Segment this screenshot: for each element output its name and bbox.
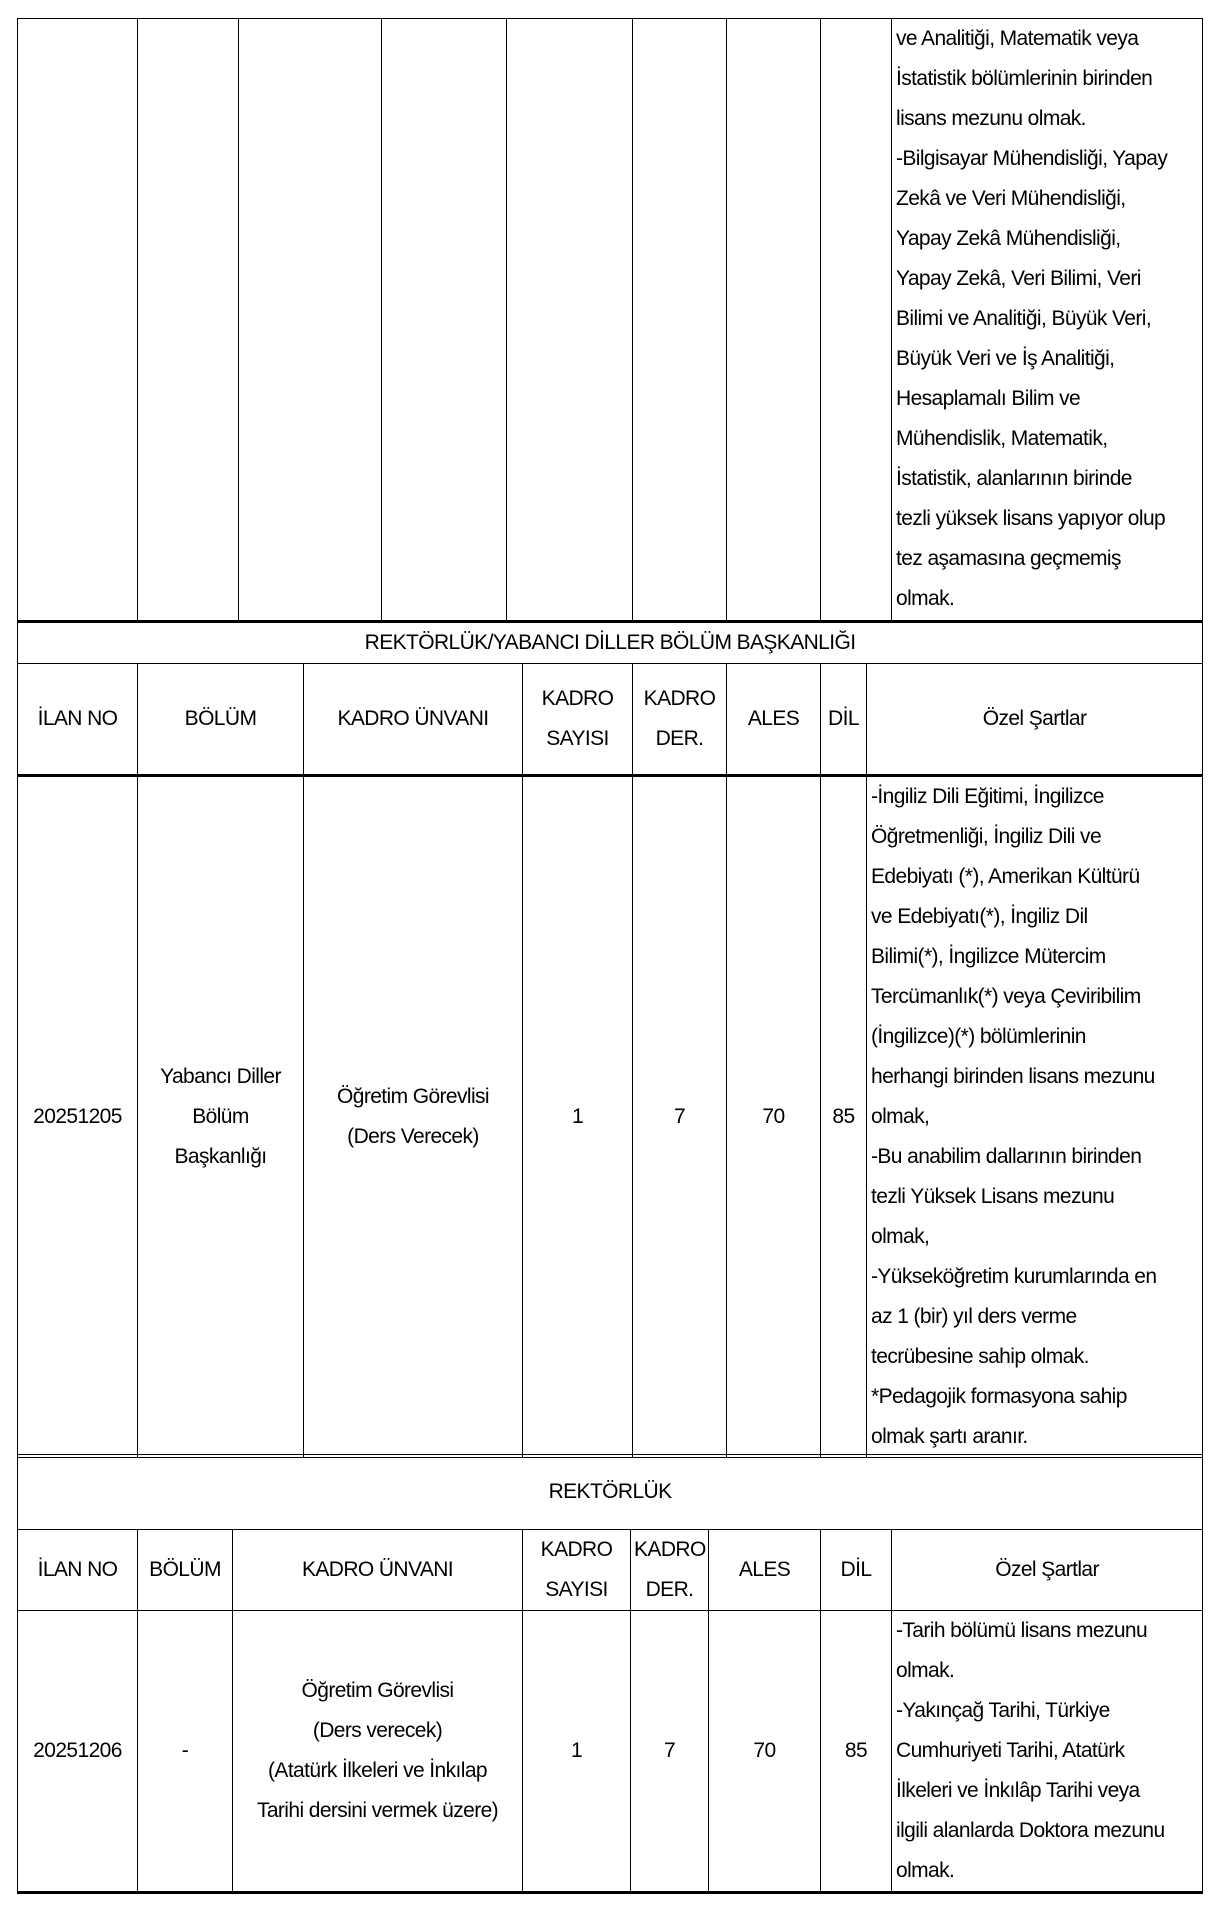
text-line: (Atatürk İlkeleri ve İnkılap (268, 1759, 487, 1782)
text-line: -İngiliz Dili Eğitimi, İngilizce (871, 785, 1104, 808)
ales-cell: 70 (727, 776, 821, 1458)
kadro-unvani-cell (304, 776, 523, 1458)
text-line: (Ders verecek) (312, 1719, 443, 1742)
empty-cell (821, 19, 892, 621)
text-line: ve Analitiği, Matematik veya (896, 27, 1139, 50)
empty-cell (18, 19, 138, 621)
continuation-table (17, 18, 1203, 621)
text-line: olmak şartı aranır. (871, 1425, 1028, 1448)
text-line: lisans mezunu olmak. (896, 107, 1086, 130)
text-line: olmak. (896, 587, 955, 610)
text-line: Büyük Veri ve İş Analitiği, (896, 347, 1115, 370)
kadro-unvani-cell (233, 1611, 523, 1893)
text-line: Mühendislik, Matematik, (896, 427, 1108, 450)
header-line: DER. (655, 727, 704, 750)
text-line: İstatistik, alanlarının birinde (896, 467, 1132, 490)
header-kadro-sayisi (523, 664, 633, 776)
text-line: Bilimi(*), İngilizce Mütercim (871, 945, 1106, 968)
header-line: DER. (645, 1578, 694, 1601)
text-line: -Bu anabilim dallarının birinden (871, 1145, 1142, 1168)
text-line: ve Edebiyatı(*), İngiliz Dil (871, 905, 1088, 928)
text-line: Tarihi dersini vermek üzere) (256, 1799, 499, 1822)
header-kadro-unvani: KADRO ÜNVANI (233, 1530, 523, 1611)
text-line: tecrübesine sahip olmak. (871, 1345, 1089, 1368)
text-line: Edebiyatı (*), Amerikan Kültürü (871, 865, 1140, 888)
ilan-no-cell: 20251205 (18, 776, 138, 1458)
text-line: olmak. (896, 1659, 955, 1682)
table-row (18, 1611, 1203, 1893)
text-line: olmak, (871, 1225, 930, 1248)
text-line: herhangi birinden lisans mezunu (871, 1065, 1155, 1088)
header-row (18, 664, 1203, 776)
text-line: *Pedagojik formasyona sahip (871, 1385, 1127, 1408)
section-title: REKTÖRLÜK (18, 1455, 1203, 1530)
text-line: Öğretim Görevlisi (301, 1679, 454, 1702)
section-title: REKTÖRLÜK/YABANCI DİLLER BÖLÜM BAŞKANLIĞI (18, 622, 1203, 664)
text-line: Tercümanlık(*) veya Çeviribilim (871, 985, 1141, 1008)
text-line: Zekâ ve Veri Mühendisliği, (896, 187, 1126, 210)
text-line: Bölüm (192, 1105, 249, 1128)
text-line: İlkeleri ve İnkılâp Tarihi veya (896, 1779, 1140, 1802)
empty-cell (239, 19, 382, 621)
header-kadro-der (633, 664, 727, 776)
ozel-sartlar-cell (892, 1611, 1203, 1893)
header-line: KADRO (643, 687, 716, 710)
text-line: Yabancı Diller (160, 1065, 281, 1088)
bolum-cell (138, 776, 304, 1458)
header-ales: ALES (709, 1530, 821, 1611)
header-bolum: BÖLÜM (138, 1530, 233, 1611)
header-line: SAYISI (546, 727, 609, 750)
table-row (18, 776, 1203, 1458)
text-line: Yapay Zekâ Mühendisliği, (896, 227, 1121, 250)
text-line: az 1 (bir) yıl ders verme (871, 1305, 1077, 1328)
section-rektorluk (17, 1454, 1203, 1894)
header-line: SAYISI (545, 1578, 608, 1601)
header-dil: DİL (821, 1530, 892, 1611)
header-kadro-der (631, 1530, 709, 1611)
kadro-der-cell: 7 (633, 776, 727, 1458)
ozel-sartlar-cell (892, 19, 1203, 621)
dil-cell: 85 (821, 776, 867, 1458)
text-line: (Ders Verecek) (347, 1125, 479, 1148)
kadro-sayisi-cell: 1 (523, 1611, 631, 1893)
header-dil: DİL (821, 664, 867, 776)
text-line: Hesaplamalı Bilim ve (896, 387, 1081, 410)
ales-cell: 70 (709, 1611, 821, 1893)
text-line: Cumhuriyeti Tarihi, Atatürk (896, 1739, 1125, 1762)
kadro-sayisi-cell: 1 (523, 776, 633, 1458)
text-line: ilgili alanlarda Doktora mezunu (896, 1819, 1165, 1842)
text-line: İstatistik bölümlerinin birinden (896, 67, 1153, 90)
empty-cell (727, 19, 821, 621)
header-line: KADRO (634, 1538, 706, 1561)
text-line: Öğretim Görevlisi (337, 1085, 489, 1108)
header-kadro-unvani: KADRO ÜNVANI (304, 664, 523, 776)
empty-cell (382, 19, 507, 621)
empty-cell (507, 19, 633, 621)
text-line: olmak. (896, 1859, 955, 1882)
ozel-sartlar-cell (867, 776, 1203, 1458)
header-ozel-sartlar: Özel Şartlar (892, 1530, 1203, 1611)
table-row (18, 19, 1203, 621)
text-line: tezli Yüksek Lisans mezunu (871, 1185, 1115, 1208)
text-line: (İngilizce)(*) bölümlerinin (871, 1025, 1086, 1048)
text-line: -Tarih bölümü lisans mezunu (896, 1619, 1148, 1642)
header-row (18, 1530, 1203, 1611)
header-line: KADRO (540, 1538, 613, 1561)
text-line: -Bilgisayar Mühendisliği, Yapay (896, 147, 1168, 170)
text-line: Başkanlığı (174, 1145, 267, 1168)
bolum-cell: - (138, 1611, 233, 1893)
header-bolum: BÖLÜM (138, 664, 304, 776)
header-kadro-sayisi (523, 1530, 631, 1611)
dil-cell: 85 (821, 1611, 892, 1893)
section-yabanci-diller (17, 620, 1203, 1458)
ilan-no-cell: 20251206 (18, 1611, 138, 1893)
header-ales: ALES (727, 664, 821, 776)
header-ilan-no: İLAN NO (18, 664, 138, 776)
kadro-der-cell: 7 (631, 1611, 709, 1893)
text-line: Öğretmenliği, İngiliz Dili ve (871, 825, 1102, 848)
text-line: olmak, (871, 1105, 930, 1128)
text-line: Bilimi ve Analitiği, Büyük Veri, (896, 307, 1152, 330)
empty-cell (138, 19, 239, 621)
header-ilan-no: İLAN NO (18, 1530, 138, 1611)
text-line: tezli yüksek lisans yapıyor olup (896, 507, 1166, 530)
empty-cell (633, 19, 727, 621)
header-line: KADRO (541, 687, 614, 710)
header-ozel-sartlar: Özel Şartlar (867, 664, 1203, 776)
text-line: tez aşamasına geçmemiş (896, 547, 1121, 570)
text-line: Yapay Zekâ, Veri Bilimi, Veri (896, 267, 1141, 290)
text-line: -Yakınçağ Tarihi, Türkiye (896, 1699, 1110, 1722)
text-line: -Yükseköğretim kurumlarında en (871, 1265, 1157, 1288)
